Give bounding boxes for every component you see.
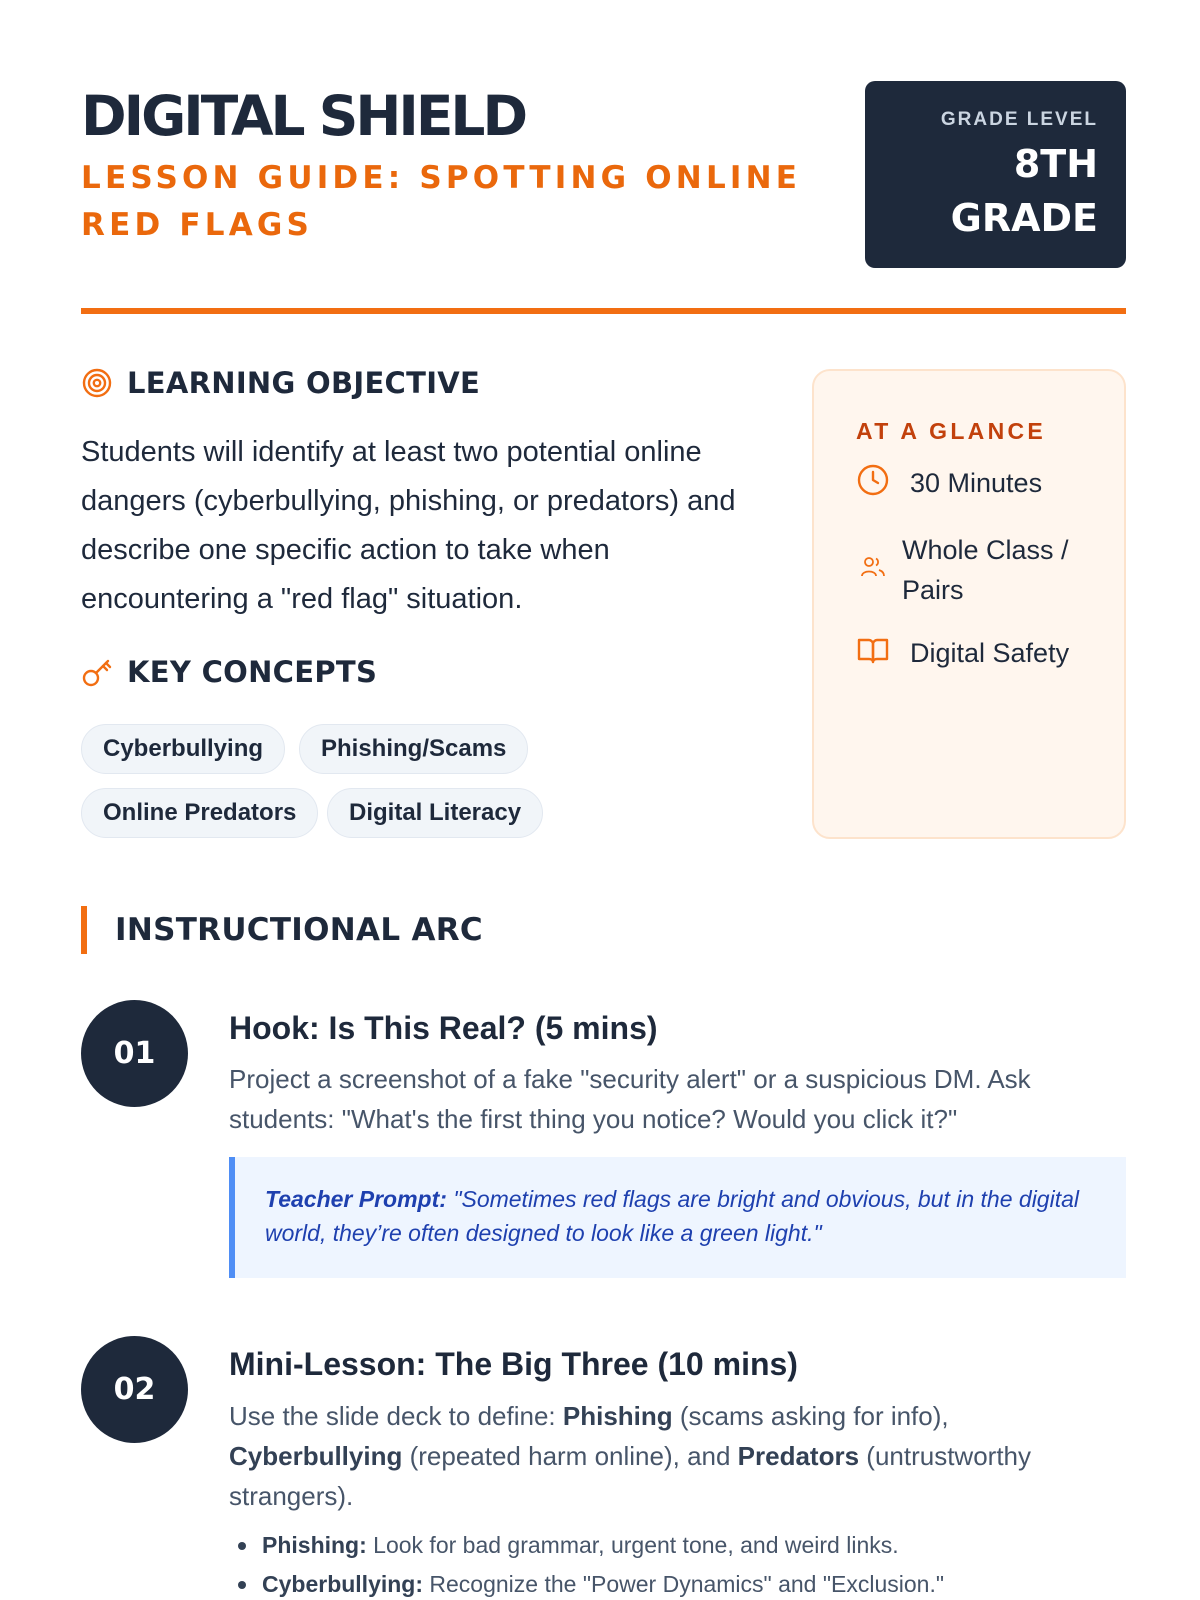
book-icon (856, 633, 890, 667)
bullet-label: Phishing: (262, 1532, 367, 1558)
grade-level-value-line2: GRADE (950, 196, 1098, 240)
concept-tag: Cyberbullying (81, 724, 285, 774)
desc-text: (untrustworthy strangers). (229, 1441, 1032, 1511)
list-item (229, 1565, 1126, 1600)
glance-item-text: Whole Class / Pairs (902, 535, 1069, 605)
desc-term: Phishing (562, 1401, 673, 1431)
teacher-prompt-label: Teacher Prompt: (265, 1186, 447, 1212)
bullet-label: Cyberbullying: (262, 1571, 424, 1597)
header-divider (81, 308, 1126, 314)
glance-item-subject (856, 633, 1069, 673)
desc-term: Predators (737, 1441, 860, 1471)
page-title: DIGITAL SHIELD (81, 84, 526, 148)
arc-heading-label: INSTRUCTIONAL ARC (115, 912, 483, 948)
at-a-glance-card (812, 369, 1126, 839)
desc-text: (repeated harm online), and (402, 1441, 738, 1471)
step-title: Mini-Lesson: The Big Three (10 mins) (229, 1346, 798, 1382)
step-title: Hook: Is This Real? (5 mins) (229, 1010, 658, 1046)
grade-level-label: GRADE LEVEL (940, 109, 1098, 130)
objective-heading-label: LEARNING OBJECTIVE (127, 366, 481, 400)
page-subtitle: LESSON GUIDE: SPOTTING ONLINE RED FLAGS (81, 160, 802, 243)
target-icon (81, 367, 113, 399)
glance-item-grouping (856, 530, 1106, 610)
step-description: Project a screenshot of a fake "security alert" or a suspicious DM. Ask students: "What's the first thing you notice? Would you click it?" (229, 1064, 1031, 1134)
step-description (229, 1396, 1126, 1516)
concept-tag: Phishing/Scams (299, 724, 528, 774)
concepts-heading (81, 655, 377, 689)
teacher-prompt-text: "Sometimes red flags are bright and obvious, but in the digital world, they’re often designed to look like a green light." (265, 1186, 1079, 1246)
concept-tag: Digital Literacy (327, 788, 543, 838)
instructional-arc-heading (81, 906, 483, 954)
objective-text: Students will identify at least two potential online dangers (cyberbullying, phishing, or predators) and describe one specific action to take when encountering a "red flag" situation. (81, 436, 736, 615)
step-bullet-list (229, 1526, 1126, 1600)
glance-title: AT A GLANCE (856, 418, 1047, 444)
lesson-page (81, 0, 1126, 1600)
arc-accent-bar (81, 906, 87, 954)
concepts-heading-label: KEY CONCEPTS (127, 655, 378, 689)
glance-item-duration (856, 463, 1042, 503)
desc-text: Use the slide deck to define: (229, 1401, 563, 1431)
grade-level-card (865, 81, 1126, 268)
teacher-prompt-callout (229, 1157, 1126, 1278)
glance-item-text: 30 Minutes (910, 468, 1043, 498)
clock-icon (856, 463, 890, 497)
list-item (229, 1526, 1126, 1565)
objective-heading (81, 366, 480, 400)
desc-text: (scams asking for info), (672, 1401, 949, 1431)
key-icon (81, 656, 113, 688)
step-number-badge: 01 (81, 1000, 188, 1107)
bullet-text: Recognize the "Power Dynamics" and "Exclusion." (423, 1571, 945, 1597)
bullet-text: Look for bad grammar, urgent tone, and weird links. (366, 1532, 899, 1558)
desc-term: Cyberbullying (229, 1441, 403, 1471)
grade-level-value-line1: 8TH (1013, 142, 1098, 186)
users-icon (856, 550, 890, 584)
concept-tag: Online Predators (81, 788, 318, 838)
glance-item-text: Digital Safety (910, 638, 1070, 668)
grade-level-value (865, 137, 1098, 245)
step-number-badge: 02 (81, 1336, 188, 1443)
